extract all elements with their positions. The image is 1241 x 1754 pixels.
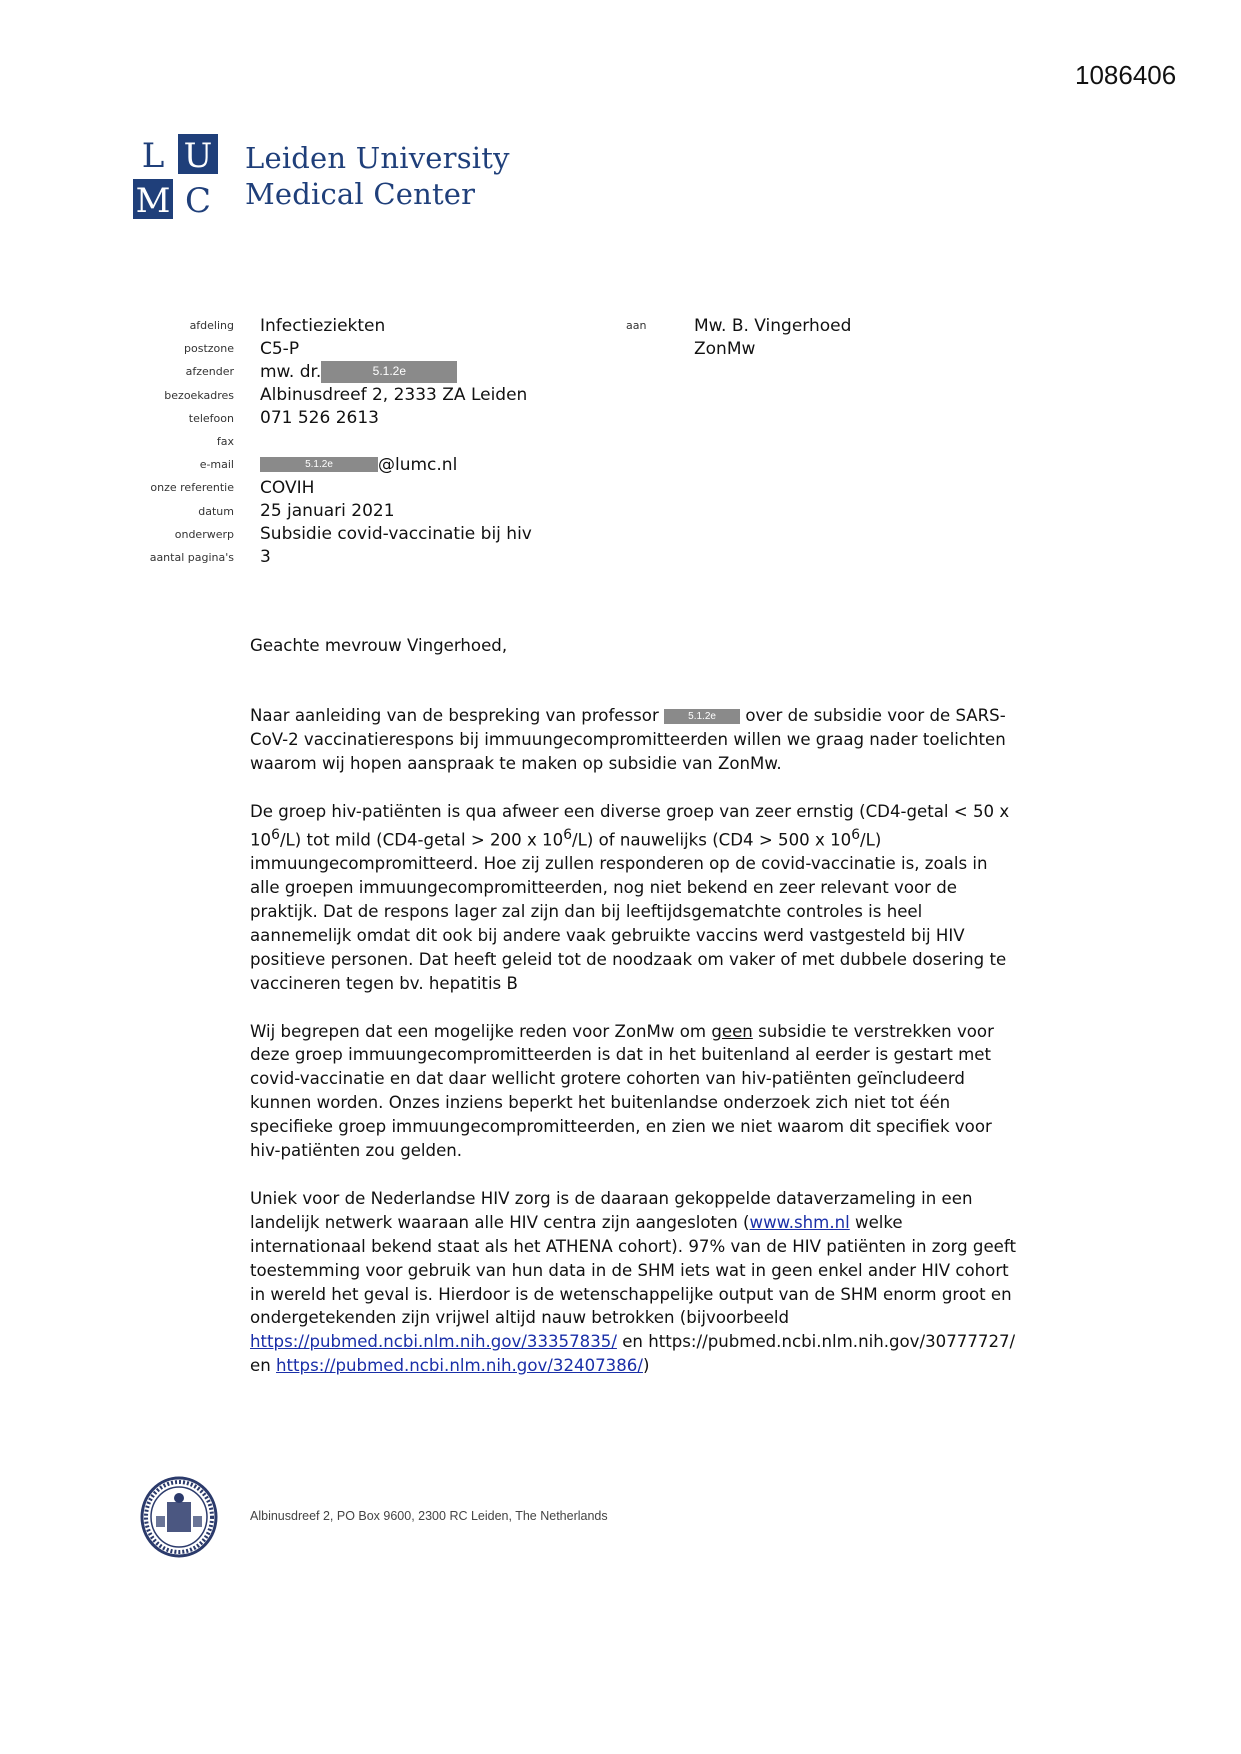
document-number: 1086406 [1075,60,1177,90]
meta-value-email [260,455,457,475]
meta-row-bezoekadres [140,384,532,407]
meta-value: 25 januari 2021 [260,501,395,522]
lumc-logo-mark [133,134,223,222]
paragraph-3: Wij begrepen dat een mogelijke reden voor ZonMw om geen subsidie te verstrekken voor deze groep immuungecompromitteerden is dat in het buitenland al eerder is gestart met covid-vaccinatie en dat daar wellicht grotere cohorten van hiv-patiënten geïncludeerd kunnen worden. Onzes inziens beperkt het buitenlandse onderzoek zich niet tot één specifieke groep immuungecompromitteerden, en zien we niet waarom dit specifiek voor hiv-patiënten zou gelden. [250,1021,994,1161]
afzender-prefix: mw. dr. [260,361,322,382]
meta-row-postzone [140,337,532,360]
meta-row-afzender [140,360,532,383]
meta-row-onderwerp [140,523,532,546]
meta-row-telefoon [140,407,532,430]
meta-value: Infectieziekten [260,315,386,336]
recipient-org: ZonMw [694,338,756,359]
meta-value: Albinusdreef 2, 2333 ZA Leiden [260,385,528,406]
recipient-row [626,337,851,360]
meta-label: telefoon [188,411,234,425]
meta-label: afzender [185,365,234,379]
recipient-row [626,314,851,337]
meta-label: afdeling [189,319,234,333]
meta-row-referentie [140,476,532,499]
logo-letter-c: C [184,181,212,221]
meta-value: Subsidie covid-vaccinatie bij hiv [260,524,532,545]
logo-letter-u: U [183,136,213,176]
logo-wordmark [245,140,510,212]
paragraph-4: Uniek voor de Nederlandse HIV zorg is de daaraan gekoppelde dataverzameling in een landelijk netwerk waaraan alle HIV centra zijn aangesloten (www.shm.nl welke internationaal bekend staat als het ATHENA cohort). 97% van de HIV patiënten in zorg geeft toestemming voor gebruik van hun data in de SHM iets wat in geen enkel ander HIV cohort in wereld het geval is. Hierdoor is de wetenschappelijke output van de SHM enorm groot en ondergetekenden zijn vrijwel altijd nauw betrokken (bijvoorbeeld https://pubmed.ncbi.nlm.nih.gov/33357835/ en https://pubmed.ncbi.nlm.nih.gov/30777727/ en https://pubmed.ncbi.nlm.nih.gov/32407386/) [250,1188,1016,1376]
meta-label: postzone [184,342,234,356]
recipient-block [626,314,851,360]
meta-row-fax [140,430,532,453]
sender-metadata [140,314,532,569]
letter-body [250,704,1020,1402]
meta-label: aantal pagina's [149,550,234,564]
logo-letter-m: M [135,181,171,221]
meta-value: 3 [260,547,271,568]
link-pubmed-32407386[interactable]: https://pubmed.ncbi.nlm.nih.gov/32407386/ [276,1356,643,1376]
redaction-box: 5.1.2e [321,361,457,383]
paragraph-2: De groep hiv-patiënten is qua afweer een diverse groep van zeer ernstig (CD4-getal < 50 x $10^6/L$) tot mild (CD4-getal > 200 x $10^6/L$) of nauwelijks (CD4 > 500 x $10^6/L$) immuungecompromitteerd. Hoe zij zullen responderen op de covid-vaccinatie is, zoals in alle groepen immuungecompromitteerden, nog niet bekend en zeer relevant voor de praktijk. Dat de respons lager zal zijn dan bij leeftijdsgematchte controles is heel aannemelijk omdat dit ook bij andere vaak gebruikte vaccins werd vastgesteld bij HIV positieve personen. Dat heeft geleid tot de noodzaak om vaker of met dubbele dosering te vaccineren tegen bv. hepatitis B [250,801,1010,993]
logo-line-2: Medical Center [245,177,476,211]
meta-label: datum [198,504,234,518]
meta-label: fax [216,435,234,449]
link-pubmed-33357835[interactable]: https://pubmed.ncbi.nlm.nih.gov/33357835/ [250,1332,617,1352]
meta-value: C5-P [260,338,300,359]
meta-value: 071 526 2613 [260,408,379,429]
meta-row-email [140,453,532,476]
logo-letter-l: L [141,136,165,176]
meta-label: onze referentie [150,481,234,495]
meta-label: bezoekadres [164,388,234,402]
email-domain: @lumc.nl [378,454,458,475]
meta-row-paginas [140,546,532,569]
meta-label: e-mail [199,458,234,472]
recipient-label: aan [626,319,647,333]
meta-row-datum [140,500,532,523]
leiden-university-seal [140,1476,218,1558]
emphasis-geen: geen [711,1021,753,1041]
meta-row-afdeling [140,314,532,337]
meta-value: COVIH [260,477,315,498]
recipient-name: Mw. B. Vingerhoed [694,315,852,336]
footer-address: Albinusdreef 2, PO Box 9600, 2300 RC Leiden, The Netherlands [250,1509,608,1523]
redaction-box: 5.1.2e [260,457,378,472]
link-shm[interactable]: www.shm.nl [749,1212,850,1232]
salutation: Geachte mevrouw Vingerhoed, [250,636,508,655]
paragraph-1: Naar aanleiding van de bespreking van professor 5.1.2e over de subsidie voor de SARS-CoV-2 vaccinatierespons bij immuungecompromitteerden willen we graag nader toelichten waarom wij hopen aanspraak te maken op subsidie van ZonMw. [250,706,1006,773]
meta-label: onderwerp [174,527,234,541]
logo-line-1: Leiden University [245,141,510,175]
meta-value-afzender [260,361,457,383]
redaction-box: 5.1.2e [664,709,740,724]
